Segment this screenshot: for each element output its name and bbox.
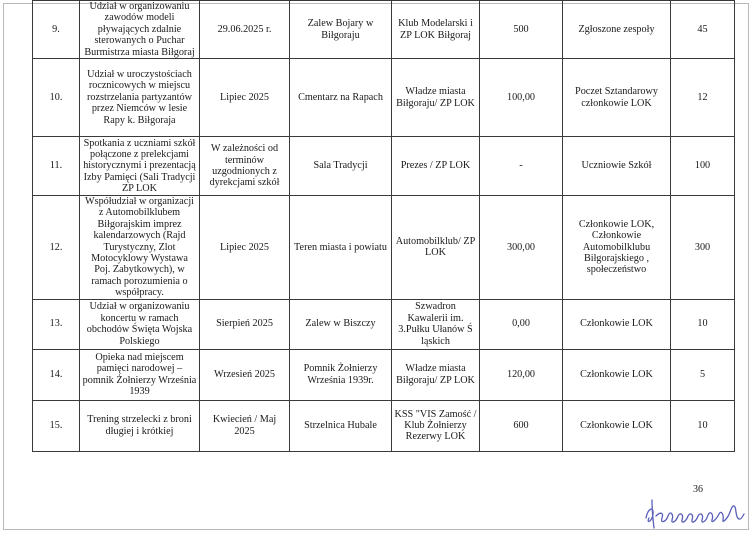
event-date: Lipiec 2025 <box>200 196 290 300</box>
table-row <box>33 59 735 137</box>
event-organizer: KSS "VIS Zamość / Klub Żołnierzy Rezerwy LOK <box>392 400 480 451</box>
table-row <box>33 299 735 349</box>
table-row <box>33 137 735 196</box>
event-organizer: Władze miasta Biłgoraju/ ZP LOK <box>392 59 480 137</box>
event-date: W zależności od terminów uzgodnionych z dyrekcjami szkół <box>200 137 290 196</box>
row-number: 10. <box>33 59 80 137</box>
event-cost: 120,00 <box>480 349 563 400</box>
event-description: Udział w uroczystościach rocznicowych w miejscu rozstrzelania partyzantów przez Niemców w lesie Rapy k. Biłgoraja <box>80 59 200 137</box>
event-organizer: Automobilklub/ ZP LOK <box>392 196 480 300</box>
event-place: Pomnik Żołnierzy Września 1939r. <box>290 349 392 400</box>
event-organizer: Prezes / ZP LOK <box>392 137 480 196</box>
event-participants: Uczniowie Szkół <box>563 137 671 196</box>
row-number: 13. <box>33 299 80 349</box>
table-row <box>33 349 735 400</box>
event-participants: Członkowie LOK <box>563 349 671 400</box>
event-cost: 100,00 <box>480 59 563 137</box>
event-description: Udział w organizowaniu zawodów modeli pływających zdalnie sterowanych o Puchar Burmistrza miasta Biłgoraj <box>80 1 200 59</box>
row-number: 14. <box>33 349 80 400</box>
event-description: Opieka nad miejscem pamięci narodowej – pomnik Żołnierzy Września 1939 <box>80 349 200 400</box>
event-description: Udział w organizowaniu koncertu w ramach obchodów Święta Wojska Polskiego <box>80 299 200 349</box>
event-cost: - <box>480 137 563 196</box>
table-row <box>33 1 735 59</box>
participant-count: 10 <box>671 299 735 349</box>
event-organizer: Klub Modelarski i ZP LOK Biłgoraj <box>392 1 480 59</box>
event-date: Kwiecień / Maj 2025 <box>200 400 290 451</box>
event-place: Sala Tradycji <box>290 137 392 196</box>
event-cost: 0,00 <box>480 299 563 349</box>
participant-count: 100 <box>671 137 735 196</box>
table-row <box>33 400 735 451</box>
handwritten-signature <box>640 494 750 534</box>
event-organizer: Szwadron Kawalerii im. 3.Pułku Ułanów Ś ląskich <box>392 299 480 349</box>
participant-count: 10 <box>671 400 735 451</box>
participant-count: 45 <box>671 1 735 59</box>
page-number: 36 <box>693 484 703 495</box>
event-organizer: Władze miasta Biłgoraju/ ZP LOK <box>392 349 480 400</box>
event-date: Sierpień 2025 <box>200 299 290 349</box>
table-row <box>33 196 735 300</box>
event-place: Cmentarz na Rapach <box>290 59 392 137</box>
event-cost: 500 <box>480 1 563 59</box>
event-participants: Członkowie LOK, Członkowie Automobilklubu Biłgorajskiego , społeczeństwo <box>563 196 671 300</box>
event-place: Zalew Bojary w Biłgoraju <box>290 1 392 59</box>
participant-count: 12 <box>671 59 735 137</box>
event-description: Współudział w organizacji z Automobilklubem Biłgorajskim imprez kalendarzowych (Rajd Turystyczny, Zlot Motocyklowy Wystawa Poj. Zabytkowych), w ramach porozumienia o współpracy. <box>80 196 200 300</box>
event-cost: 300,00 <box>480 196 563 300</box>
events-table <box>32 0 735 452</box>
event-place: Strzelnica Hubale <box>290 400 392 451</box>
event-participants: Członkowie LOK <box>563 400 671 451</box>
event-participants: Poczet Sztandarowy członkowie LOK <box>563 59 671 137</box>
event-date: Wrzesień 2025 <box>200 349 290 400</box>
event-participants: Zgłoszone zespoły <box>563 1 671 59</box>
row-number: 9. <box>33 1 80 59</box>
event-place: Teren miasta i powiatu <box>290 196 392 300</box>
row-number: 15. <box>33 400 80 451</box>
participant-count: 300 <box>671 196 735 300</box>
event-place: Zalew w Biszczy <box>290 299 392 349</box>
event-cost: 600 <box>480 400 563 451</box>
event-date: 29.06.2025 r. <box>200 1 290 59</box>
event-date: Lipiec 2025 <box>200 59 290 137</box>
event-participants: Członkowie LOK <box>563 299 671 349</box>
participant-count: 5 <box>671 349 735 400</box>
event-description: Spotkania z uczniami szkół połączone z prelekcjami historycznymi i prezentacją Izby Pamięci (Sali Tradycji ZP LOK <box>80 137 200 196</box>
row-number: 11. <box>33 137 80 196</box>
event-description: Trening strzelecki z broni długiej i krótkiej <box>80 400 200 451</box>
row-number: 12. <box>33 196 80 300</box>
